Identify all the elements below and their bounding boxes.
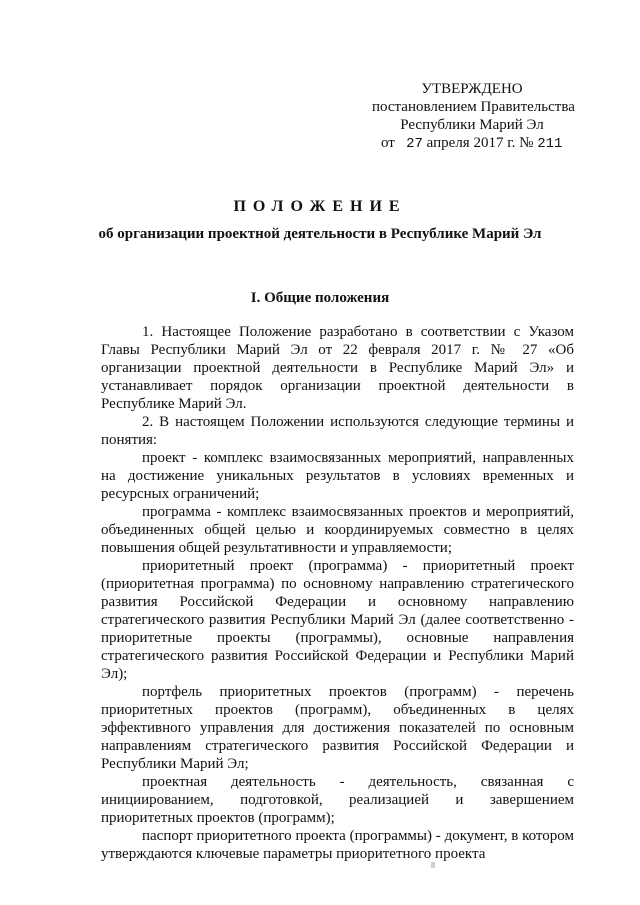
decree-number: 211 — [537, 136, 563, 152]
paragraph: программа - комплекс взаимосвязанных проектов и мероприятий, объединенных общей целью и координируемых совместно в целях повышения общей результативности и управляемости; — [101, 504, 574, 556]
approval-stamp — [372, 80, 575, 153]
date-rest: апреля 2017 г. № — [426, 135, 534, 151]
document-title: ПОЛОЖЕНИЕ — [233, 198, 407, 215]
approval-line-republic: Республики Марий Эл — [400, 117, 544, 133]
date-prefix: от — [381, 135, 395, 151]
document-subtitle: об организации проектной деятельности в Республике Марий Эл — [98, 226, 542, 242]
paragraph: портфель приоритетных проектов (программ) - перечень приоритетных проектов (программ), объединенных в целях эффективного управления для достижения показателей по основным направлениям стратегического развития Российской Федерации и Республики Марий Эл; — [101, 684, 574, 772]
section-heading: I. Общие положения — [250, 290, 390, 306]
scan-mark — [431, 862, 435, 868]
paragraph: проект - комплекс взаимосвязанных мероприятий, направленных на достижение уникальных результатов в условиях временных и ресурсных ограничений; — [101, 450, 574, 502]
date-day: 27 — [406, 136, 423, 152]
paragraph: паспорт приоритетного проекта (программы) - документ, в котором утверждаются ключевые параметры приоритетного проекта — [101, 828, 574, 862]
paragraph: проектная деятельность - деятельность, связанная с инициированием, подготовкой, реализацией и завершением приоритетных проектов (программ); — [101, 774, 574, 826]
paragraph: 1. Настоящее Положение разработано в соответствии с Указом Главы Республики Марий Эл от 22 февраля 2017 г. № 27 «Об организации проектной деятельности в Республике Марий Эл» и устанавливает порядок организации проектной деятельности в Республике Марий Эл. — [101, 324, 574, 412]
approval-line-decree: постановлением Правительства — [372, 99, 575, 115]
document-body — [101, 323, 574, 863]
approval-date-line — [381, 134, 572, 153]
paragraph: приоритетный проект (программа) - приоритетный проект (приоритетная программа) по основному направлению стратегического развития Российской Федерации и основному направлению стратегического развития Республики Марий Эл (далее соответственно - приоритетные проекты (программы), основные направления стратегического развития Российской Федерации и Республики Марий Эл); — [101, 558, 574, 682]
approval-heading: УТВЕРЖДЕНО — [421, 81, 523, 97]
paragraph: 2. В настоящем Положении используются следующие термины и понятия: — [101, 414, 574, 448]
